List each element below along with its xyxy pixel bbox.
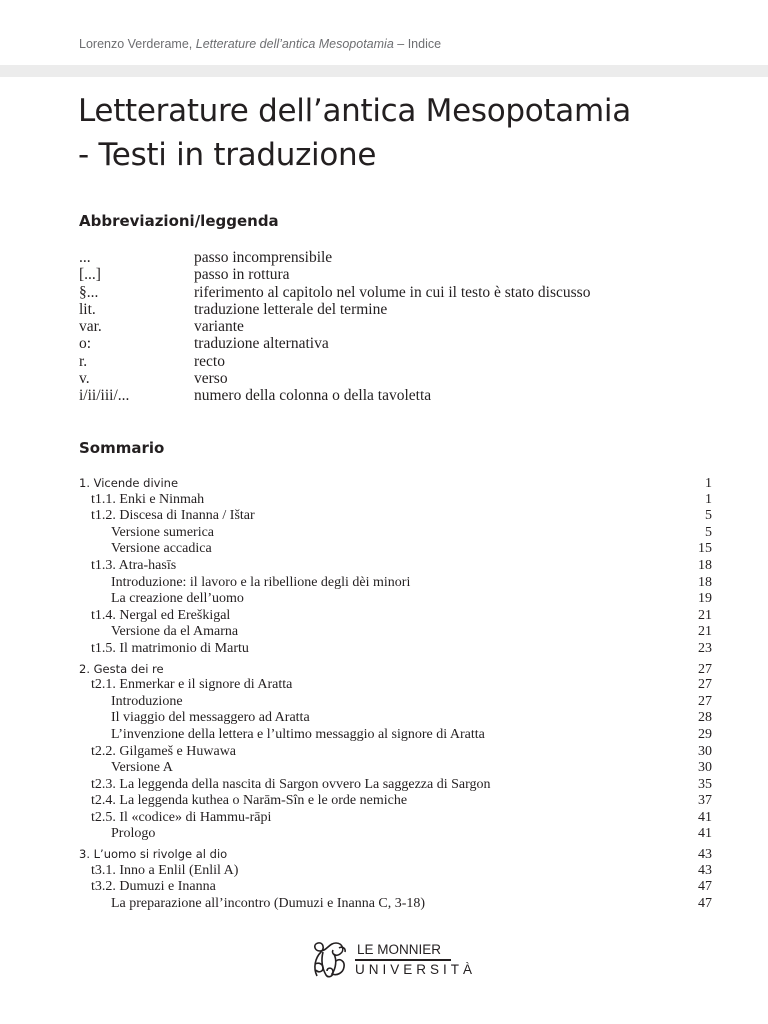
abbreviation-meaning: passo incomprensibile	[194, 249, 333, 266]
abbreviation-row	[79, 284, 699, 301]
toc-entry-label: 3. L’uomo si rivolge al dio	[79, 847, 228, 862]
toc-page-number: 1	[705, 491, 712, 507]
toc-page-number: 27	[698, 693, 712, 709]
toc-entry-label: Prologo	[111, 826, 156, 842]
abbreviation-meaning: variante	[194, 318, 244, 336]
toc-text-row[interactable]	[79, 744, 712, 761]
table-of-contents	[79, 475, 712, 912]
abbreviation-key: §...	[79, 283, 99, 301]
toc-text-row[interactable]	[79, 641, 712, 658]
page-title-line-2: - Testi in traduzione	[78, 137, 377, 173]
toc-page-number: 23	[698, 640, 712, 656]
toc-entry-label: t2.3. La leggenda della nascita di Sargon ovvero La saggezza di Sargon	[91, 776, 491, 792]
toc-entry-label: Versione sumerica	[111, 524, 215, 540]
toc-entry-label: Introduzione	[111, 693, 183, 709]
abbreviation-row	[79, 387, 699, 404]
toc-entry-label: L’invenzione della lettera e l’ultimo messaggio al signore di Aratta	[111, 726, 485, 742]
abbreviation-meaning: traduzione letterale del termine	[194, 300, 388, 318]
toc-page-number: 41	[698, 809, 712, 825]
toc-entry-label: Introduzione: il lavoro e la ribellione degli dèi minori	[111, 574, 411, 590]
toc-entry-label: 1. Vicende divine	[79, 476, 179, 490]
toc-page-number: 18	[698, 557, 712, 573]
abbreviation-key: v.	[79, 370, 90, 388]
toc-page-number: 37	[698, 793, 712, 809]
toc-page-number: 30	[698, 743, 712, 759]
running-header	[79, 37, 441, 51]
toc-text-row[interactable]	[79, 508, 712, 525]
toc-text-row[interactable]	[79, 810, 712, 827]
toc-page-number: 43	[698, 862, 712, 878]
abbreviations-heading: Abbreviazioni/leggenda	[79, 212, 279, 230]
toc-text-row[interactable]	[79, 793, 712, 810]
toc-page-number: 28	[698, 710, 712, 726]
abbreviation-key: i/ii/iii/...	[79, 387, 130, 405]
toc-page-number: 47	[698, 879, 712, 895]
page-title-line-1: Letterature dell’antica Mesopotamia	[78, 93, 631, 129]
abbreviation-meaning: traduzione alternativa	[194, 335, 329, 353]
abbreviation-key: o:	[79, 335, 92, 353]
publisher-subtitle: UNIVERSITÀ	[355, 962, 477, 977]
toc-subsection-row[interactable]	[79, 826, 712, 843]
publisher-divider	[355, 959, 451, 961]
monogram-logo-icon	[309, 938, 349, 980]
abbreviation-row	[79, 249, 699, 266]
publisher-logo-block	[309, 938, 477, 982]
summary-heading: Sommario	[79, 439, 165, 457]
header-author: Lorenzo Verderame,	[79, 37, 193, 51]
toc-page-number: 35	[698, 776, 712, 792]
publisher-name: LE MONNIER	[357, 942, 442, 957]
header-band	[0, 65, 768, 77]
toc-page-number: 47	[698, 895, 712, 911]
toc-entry-label: t2.4. La leggenda kuthea o Narām-Sîn e le orde nemiche	[91, 793, 408, 809]
toc-page-number: 43	[698, 847, 712, 863]
toc-page-number: 21	[698, 624, 712, 640]
toc-entry-label: t2.5. Il «codice» di Hammu-rāpi	[91, 809, 272, 825]
toc-entry-label: La creazione dell’uomo	[111, 591, 244, 607]
abbreviation-key: var.	[79, 318, 102, 336]
toc-subsection-row[interactable]	[79, 575, 712, 592]
toc-entry-label: Versione da el Amarna	[111, 624, 239, 640]
toc-entry-label: 2. Gesta dei re	[79, 661, 164, 676]
toc-entry-label: La preparazione all’incontro (Dumuzi e Inanna C, 3-18)	[111, 895, 426, 911]
toc-subsection-row[interactable]	[79, 694, 712, 711]
abbreviation-meaning: riferimento al capitolo nel volume in cui il testo è stato discusso	[194, 283, 591, 301]
toc-entry-label: t1.5. Il matrimonio di Martu	[91, 640, 249, 656]
toc-text-row[interactable]	[79, 863, 712, 880]
toc-subsection-row[interactable]	[79, 525, 712, 542]
abbreviation-meaning: verso	[194, 370, 228, 388]
toc-subsection-row[interactable]	[79, 624, 712, 641]
abbreviation-key: r.	[79, 352, 88, 370]
toc-subsection-row[interactable]	[79, 541, 712, 558]
toc-entry-label: t3.2. Dumuzi e Inanna	[91, 879, 216, 895]
abbreviation-key: [...]	[79, 266, 101, 284]
abbreviations-list	[79, 249, 699, 405]
toc-entry-label: t1.1. Enki e Ninmah	[91, 491, 205, 507]
abbreviation-row	[79, 370, 699, 387]
toc-page-number: 5	[705, 524, 712, 540]
header-section: – Indice	[397, 37, 442, 51]
toc-page-number: 5	[705, 508, 712, 524]
toc-text-row[interactable]	[79, 777, 712, 794]
toc-page-number: 27	[698, 661, 712, 677]
abbreviation-row	[79, 318, 699, 335]
abbreviation-row	[79, 266, 699, 283]
toc-entry-label: t1.3. Atra-hasīs	[91, 557, 177, 573]
toc-page-number: 19	[698, 591, 712, 607]
toc-subsection-row[interactable]	[79, 710, 712, 727]
toc-page-number: 21	[698, 607, 712, 623]
toc-entry-label: t2.1. Enmerkar e il signore di Aratta	[91, 677, 293, 693]
toc-page-number: 27	[698, 677, 712, 693]
abbreviation-meaning: recto	[194, 352, 225, 370]
toc-text-row[interactable]	[79, 492, 712, 509]
abbreviation-key: ...	[79, 249, 91, 266]
toc-page-number: 30	[698, 760, 712, 776]
toc-page-number: 18	[698, 574, 712, 590]
toc-subsection-row[interactable]	[79, 760, 712, 777]
toc-entry-label: Versione accadica	[111, 541, 212, 557]
toc-chapter-row[interactable]	[79, 661, 712, 678]
toc-page-number: 29	[698, 726, 712, 742]
toc-page-number: 1	[705, 476, 712, 491]
abbreviation-meaning: passo in rottura	[194, 266, 290, 284]
toc-chapter-row[interactable]	[79, 846, 712, 863]
toc-page-number: 41	[698, 826, 712, 842]
toc-text-row[interactable]	[79, 608, 712, 625]
toc-page-number: 15	[698, 541, 712, 557]
toc-subsection-row[interactable]	[79, 727, 712, 744]
page-title	[78, 89, 631, 177]
abbreviation-row	[79, 353, 699, 370]
abbreviation-meaning: numero della colonna o della tavoletta	[194, 387, 432, 405]
toc-entry-label: t1.4. Nergal ed Ereškigal	[91, 607, 231, 623]
header-book-title: Letterature dell’antica Mesopotamia	[195, 37, 394, 51]
toc-text-row[interactable]	[79, 677, 712, 694]
toc-entry-label: t3.1. Inno a Enlil (Enlil A)	[91, 862, 239, 878]
toc-text-row[interactable]	[79, 558, 712, 575]
abbreviation-key: lit.	[79, 300, 96, 318]
abbreviation-row	[79, 335, 699, 352]
toc-entry-label: t1.2. Discesa di Inanna / Ištar	[91, 508, 255, 524]
toc-subsection-row[interactable]	[79, 896, 712, 913]
toc-entry-label: Versione A	[111, 760, 173, 776]
toc-entry-label: Il viaggio del messaggero ad Aratta	[111, 710, 310, 726]
toc-entry-label: t2.2. Gilgameš e Huwawa	[91, 743, 237, 759]
toc-text-row[interactable]	[79, 879, 712, 896]
toc-subsection-row[interactable]	[79, 591, 712, 608]
toc-chapter-row[interactable]	[79, 475, 712, 492]
abbreviation-row	[79, 301, 699, 318]
